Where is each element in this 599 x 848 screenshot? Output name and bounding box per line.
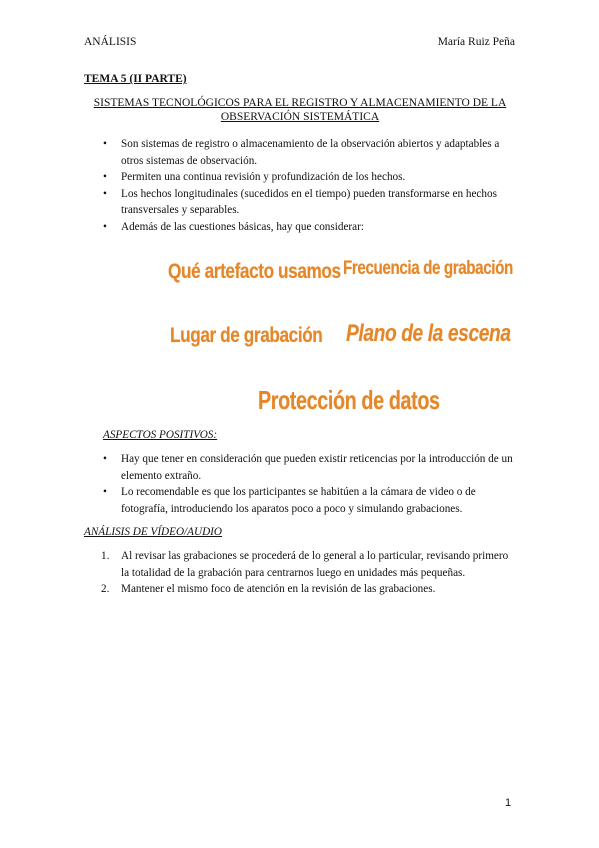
- item-number: 2.: [101, 583, 110, 596]
- keyword-location: Lugar de grabación: [170, 324, 323, 347]
- list-item: • Los hechos longitudinales (sucedidos en el tiempo) pueden transformarse en hechos transversales y separables.: [84, 186, 514, 219]
- keyword-artefact: Qué artefacto usamos: [168, 260, 341, 283]
- list-item: • Hay que tener en consideración que pueden existir reticencias por la introducción de un elemento extraño.: [84, 451, 514, 484]
- list-item: • Lo recomendable es que los participantes se habitúen a la cámara de video o de fotografía, introduciendo los aparatos poco a poco y simulando grabaciones.: [84, 484, 514, 517]
- bullet-list-positive: [84, 451, 514, 517]
- numbered-list: [84, 548, 514, 598]
- section-heading-video-audio: ANÁLISIS DE VÍDEO/AUDIO: [84, 526, 222, 538]
- list-item: • Son sistemas de registro o almacenamiento de la observación abiertos y adaptables a otros sistemas de observación.: [84, 136, 514, 169]
- bullet-list-intro: [84, 136, 514, 236]
- section-heading-positive: ASPECTOS POSITIVOS:: [103, 429, 218, 441]
- list-item: • Además de las cuestiones básicas, hay que considerar:: [84, 219, 514, 236]
- document-subtitle: SISTEMAS TECNOLÓGICOS PARA EL REGISTRO Y ALMACENAMIENTO DE LA OBSERVACIÓN SISTEMÁTICA: [93, 97, 507, 123]
- header-right-author: María Ruiz Peña: [437, 36, 515, 48]
- keyword-scene-shot-text: Plano de la escena: [346, 320, 511, 347]
- list-item: [84, 548, 514, 581]
- document-title: TEMA 5 (II PARTE): [84, 73, 187, 85]
- list-item: [84, 581, 514, 598]
- keyword-data-protection: Protección de datos: [258, 385, 440, 415]
- item-text: Mantener el mismo foco de atención en la revisión de las grabaciones.: [121, 583, 436, 596]
- header-left: ANÁLISIS: [84, 36, 137, 48]
- item-number: 1.: [101, 550, 110, 562]
- list-item: • Permiten una continua revisión y profundización de los hechos.: [84, 169, 514, 186]
- keyword-frequency: Frecuencia de grabación: [343, 258, 513, 279]
- item-text: Al revisar las grabaciones se procederá de lo general a lo particular, revisando primero la totalidad de la grabación para centrarnos luego en unidades más pequeñas.: [121, 550, 509, 579]
- keyword-scene-shot: [346, 320, 511, 348]
- page-number: 1: [505, 797, 512, 809]
